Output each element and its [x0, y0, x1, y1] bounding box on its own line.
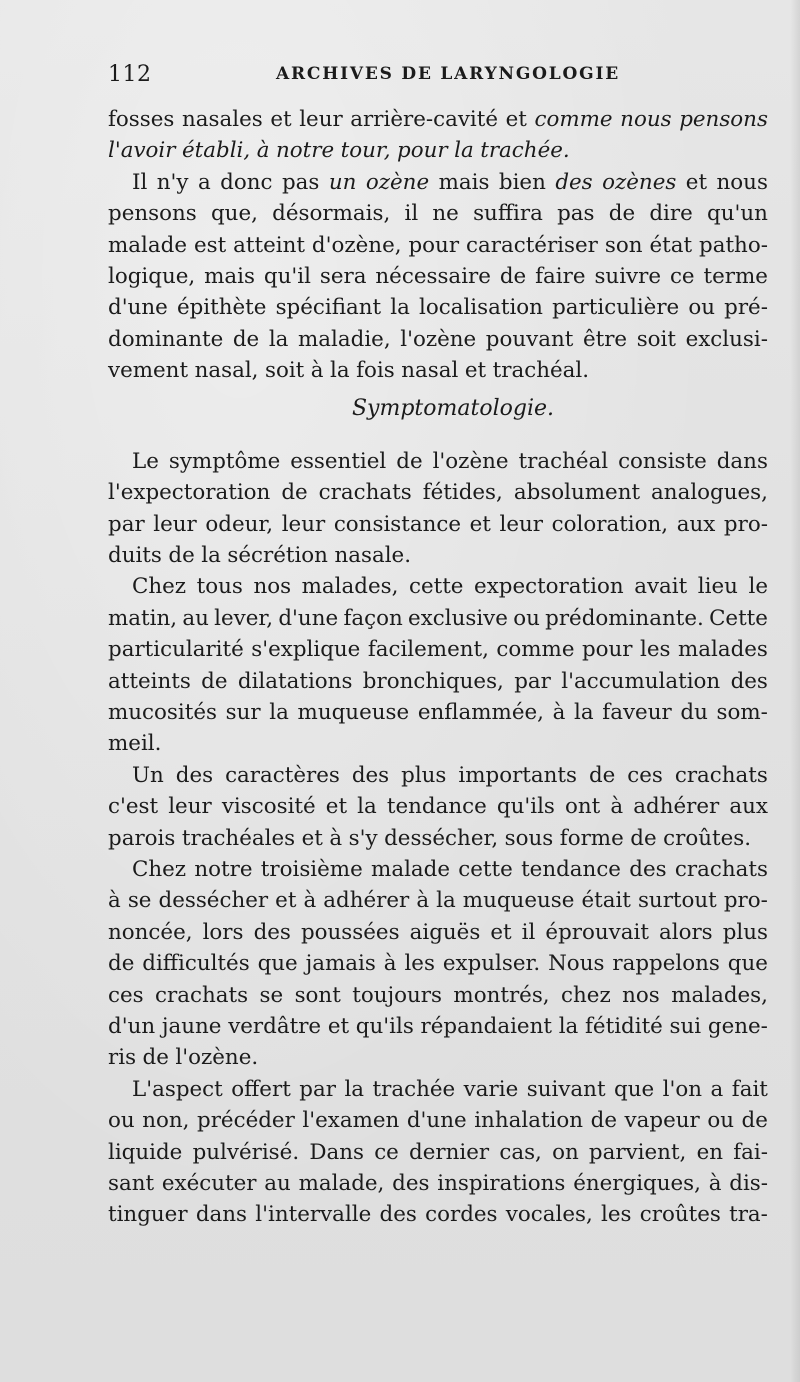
page-header — [108, 58, 768, 92]
text-line: Le symptôme essentiel de l'ozène trachéal consiste dans — [132, 448, 768, 474]
text-line: ces crachats se sont toujours montrés, chez nos malades, — [108, 982, 768, 1008]
text-line: d'une épithète spécifiant la localisation particulière ou pré- — [108, 295, 768, 321]
text-line: noncée, lors des poussées aiguës et il éprouvait alors plus — [108, 919, 768, 945]
section-heading: Symptomatologie. — [351, 395, 554, 421]
text-line: fosses nasales et leur arrière-cavité et comme nous pensons — [108, 107, 768, 132]
text-line: liquide pulvérisé. Dans ce dernier cas, on parvient, en fai- — [108, 1139, 768, 1165]
text-line: dominante de la maladie, l'ozène pouvant être soit exclusi- — [108, 326, 768, 352]
text-line: sant exécuter au malade, des inspirations énergiques, à dis- — [108, 1170, 768, 1196]
text-line: parois trachéales et à s'y dessécher, sous forme de croûtes. — [108, 825, 752, 851]
running-title: ARCHIVES DE LARYNGOLOGIE — [276, 64, 620, 84]
text-line: pensons que, désormais, il ne suffira pas de dire qu'un — [108, 201, 768, 227]
text-line: ris de l'ozène. — [108, 1045, 259, 1071]
text-line: l'avoir établi, à notre tour, pour la trachée. — [108, 138, 570, 164]
text-line: Il n'y a donc pas un ozène mais bien des ozènes et nous — [132, 169, 768, 195]
text-line: malade est atteint d'ozène, pour caractériser son état patho- — [108, 232, 768, 258]
text-line: Chez notre troisième malade cette tendance des crachats — [132, 856, 768, 882]
text-line: matin, au lever, d'une façon exclusive ou prédominante. Cette — [108, 605, 768, 631]
text-line: c'est leur viscosité et la tendance qu'ils ont à adhérer aux — [108, 794, 768, 820]
paragraph — [108, 1074, 768, 1231]
text-line: d'un jaune verdâtre et qu'ils répandaient la fétidité sui gene- — [108, 1013, 768, 1039]
body-text — [108, 104, 768, 1231]
text-line: ou non, précéder l'examen d'une inhalation de vapeur ou de — [108, 1108, 768, 1134]
paragraph — [108, 167, 768, 387]
text-line: Chez tous nos malades, cette expectoration avait lieu le — [132, 574, 768, 600]
text-line: de difficultés que jamais à les expulser. Nous rappelons que — [108, 951, 768, 977]
text-line: duits de la sécrétion nasale. — [108, 543, 412, 569]
paragraph — [108, 104, 768, 167]
paragraph — [108, 446, 768, 572]
text-line: meil. — [108, 731, 162, 757]
text-line: vement nasal, soit à la fois nasal et trachéal. — [108, 358, 590, 384]
paragraph — [108, 854, 768, 1074]
text-line: tinguer dans l'intervalle des cordes vocales, les croûtes tra- — [108, 1202, 768, 1228]
text-line: particularité s'explique facilement, comme pour les malades — [108, 637, 768, 663]
page-number: 112 — [108, 62, 152, 87]
text-line: l'expectoration de crachats fétides, absolument analogues, — [108, 480, 768, 506]
text-line: logique, mais qu'il sera nécessaire de faire suivre ce terme — [108, 263, 768, 289]
text-line: Un des caractères des plus importants de ces crachats — [132, 762, 768, 788]
paragraph — [108, 571, 768, 759]
text-line: atteints de dilatations bronchiques, par l'accumulation des — [108, 668, 768, 694]
paragraph — [108, 760, 768, 854]
text-line: par leur odeur, leur consistance et leur coloration, aux pro- — [108, 511, 768, 537]
text-line: L'aspect offert par la trachée varie suivant que l'on a fait — [132, 1076, 768, 1102]
text-line: mucosités sur la muqueuse enflammée, à la faveur du som- — [108, 700, 768, 726]
text-line: à se dessécher et à adhérer à la muqueuse était surtout pro- — [108, 888, 768, 914]
